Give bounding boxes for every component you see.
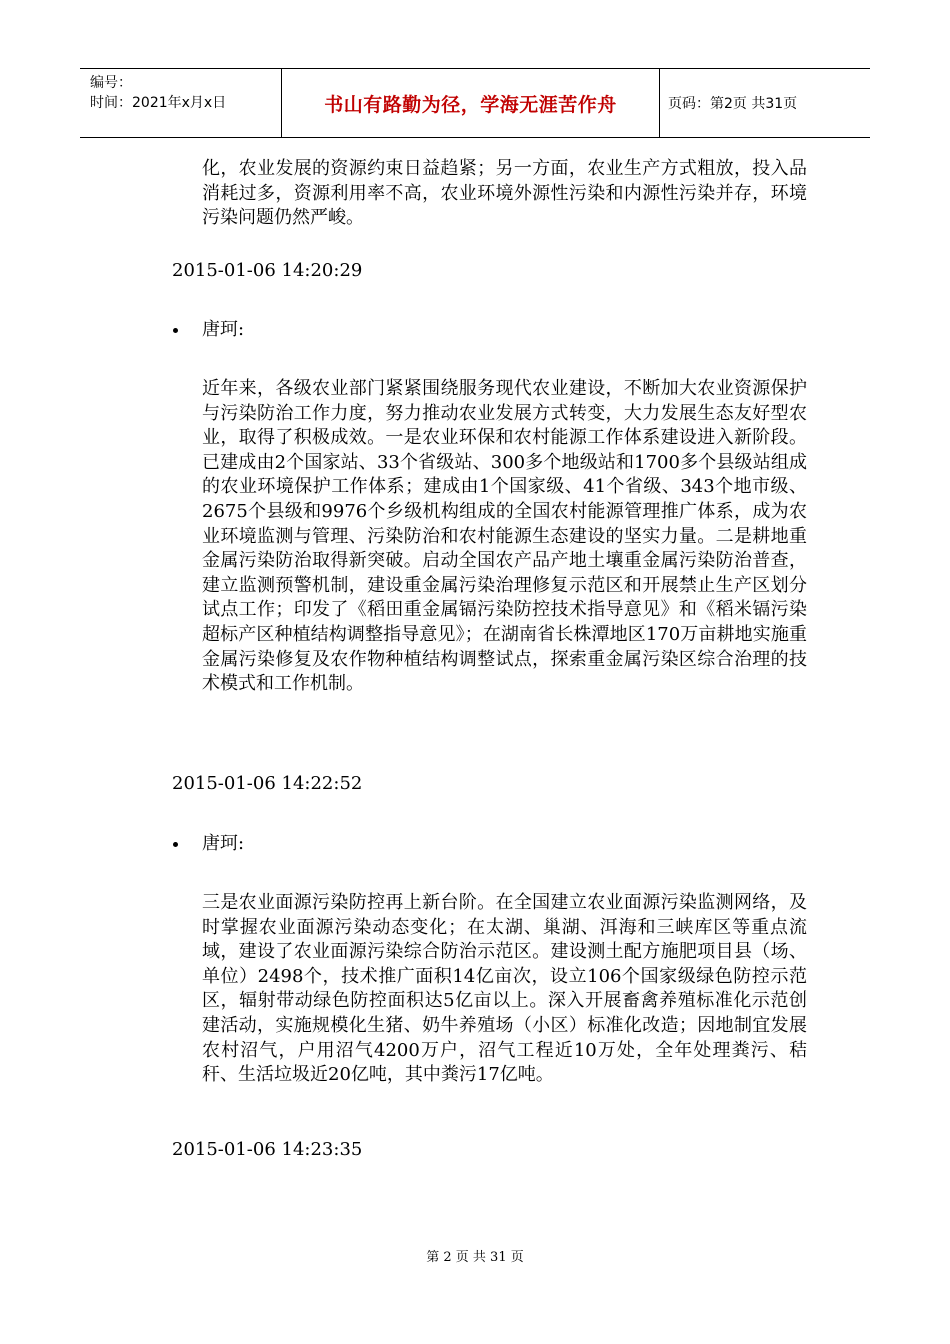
document-date-label: 时间：2021年x月x日 xyxy=(90,95,227,111)
page-footer: 第 2 页 共 31 页 xyxy=(426,1250,524,1265)
paragraph: 三是农业面源污染防控再上新台阶。在全国建立农业面源污染监测网络，及时掌握农业面源污染动态变化；在太湖、巢湖、洱海和三峡库区等重点流域，建设了农业面源污染综合防治示范区。建设测土配方施肥项目县（场、单位）2498个，技术推广面积14亿亩次，设立106个国家级绿色防控示范区，辐射带动绿色防控面积达5亿亩以上。深入开展畜禽养殖标准化示范创建活动，实施规模化生猪、奶牛养殖场（小区）标准化改造；因地制宜发展农村沼气，户用沼气4200万户，沼气工程近10万处，全年处理粪污、秸秆、生活垃圾近20亿吨，其中粪污17亿吨。 xyxy=(202,892,807,1086)
bullet-icon xyxy=(173,328,178,333)
timestamp: 2015-01-06 14:23:35 xyxy=(172,1139,363,1160)
bullet-icon xyxy=(173,842,178,847)
document-header xyxy=(80,68,870,138)
paragraph-continued: 化，农业发展的资源约束日益趋紧；另一方面，农业生产方式粗放，投入品消耗过多，资源利用率不高，农业环境外源性污染和内源性污染并存，环境污染问题仍然严峻。 xyxy=(202,158,807,229)
timestamp: 2015-01-06 14:22:52 xyxy=(172,773,363,794)
header-motto: 书山有路勤为径，学海无涯苦作舟 xyxy=(282,69,660,137)
header-page-info: 页码：第2页 共31页 xyxy=(668,96,798,112)
paragraph: 近年来，各级农业部门紧紧围绕服务现代农业建设，不断加大农业资源保护与污染防治工作力度，努力推动农业发展方式转变，大力发展生态友好型农业，取得了积极成效。一是农业环保和农村能源工作体系建设进入新阶段。已建成由2个国家站、33个省级站、300多个地级站和1700多个县级站组成的农业环境保护工作体系；建成由1个国家级、41个省级、343个地市级、2675个县级和9976个乡级机构组成的全国农村能源管理推广体系，成为农业环境监测与管理、污染防治和农村能源生态建设的坚实力量。二是耕地重金属污染防治取得新突破。启动全国农产品产地土壤重金属污染防治普查，建立监测预警机制，建设重金属污染治理修复示范区和开展禁止生产区划分试点工作；印发了《稻田重金属镉污染防控技术指导意见》和《稻米镉污染超标产区种植结构调整指导意见》；在湖南省长株潭地区170万亩耕地实施重金属污染修复及农作物种植结构调整试点，探索重金属污染区综合治理的技术模式和工作机制。 xyxy=(202,378,807,695)
header-meta-cell xyxy=(80,69,282,137)
speaker-name: 唐珂: xyxy=(202,319,245,340)
document-number-label: 编号： xyxy=(90,75,132,91)
speaker-name: 唐珂: xyxy=(202,833,245,854)
timestamp: 2015-01-06 14:20:29 xyxy=(172,260,363,281)
